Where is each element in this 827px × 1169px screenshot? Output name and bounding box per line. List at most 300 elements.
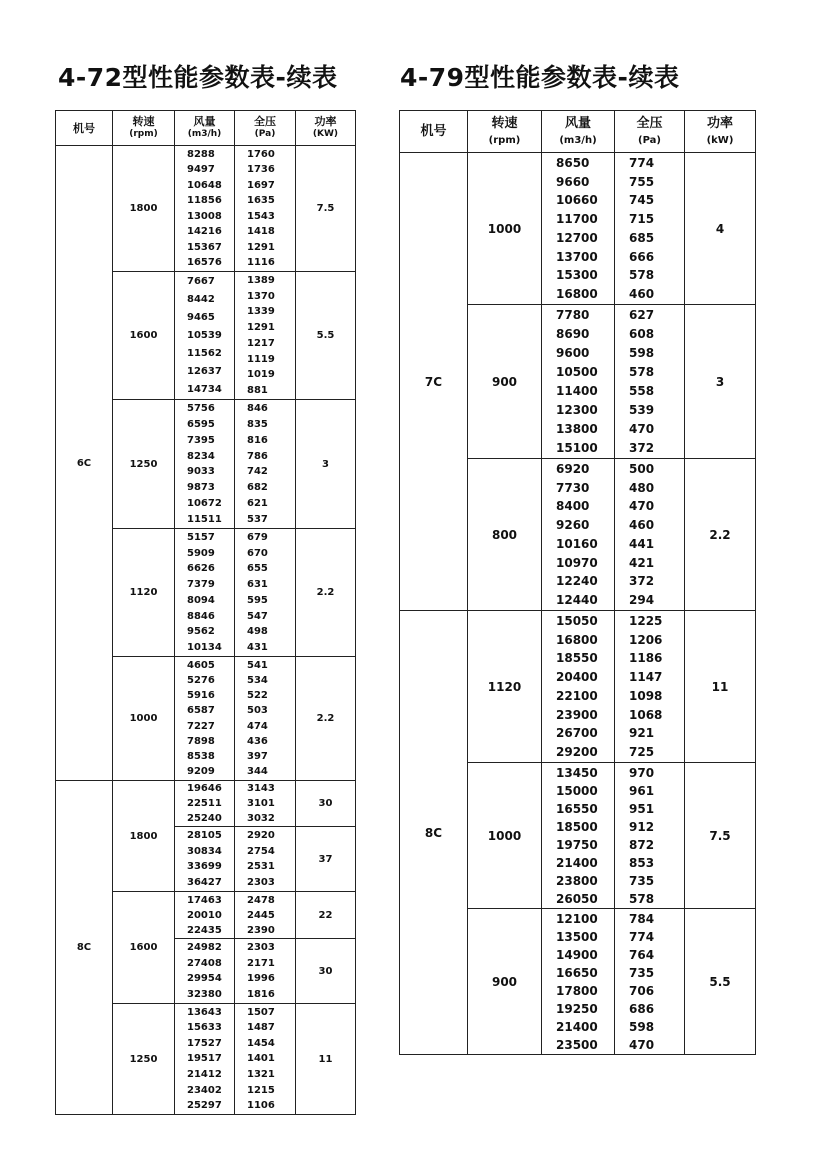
airflow-cell — [175, 657, 235, 781]
pressure-value: 397 — [247, 751, 268, 763]
header-power-unit: (KW) — [312, 129, 339, 139]
table-row — [56, 146, 356, 272]
airflow-value: 15367 — [187, 241, 222, 253]
pressure-value: 1389 — [247, 274, 275, 286]
airflow-value: 18500 — [556, 819, 598, 834]
header-pressure-unit: (Pa) — [638, 134, 661, 146]
airflow-value: 16576 — [187, 257, 222, 269]
power-cell: 3 — [296, 400, 356, 529]
pressure-value: 835 — [247, 418, 268, 430]
header-flow-label: 风量 — [564, 115, 591, 131]
pressure-value: 881 — [247, 385, 268, 397]
airflow-cell — [175, 781, 235, 827]
pressure-value: 578 — [629, 268, 655, 283]
pressure-value: 621 — [247, 498, 268, 510]
pressure-value: 784 — [629, 911, 655, 926]
pressure-value: 685 — [629, 230, 655, 245]
airflow-value: 30834 — [187, 845, 222, 857]
power-cell: 30 — [296, 781, 356, 827]
pressure-value: 470 — [629, 422, 655, 436]
pressure-value: 3101 — [247, 797, 275, 809]
speed-cell: 1000 — [468, 153, 542, 305]
pressure-value: 1339 — [247, 306, 275, 318]
header-flow — [175, 111, 235, 146]
pressure-value: 1116 — [247, 257, 275, 269]
table-row — [400, 611, 756, 763]
airflow-value: 16800 — [556, 287, 598, 302]
power-cell: 2.2 — [296, 657, 356, 781]
airflow-value: 16800 — [556, 632, 598, 647]
airflow-value: 12700 — [556, 230, 598, 245]
table-row — [56, 781, 356, 827]
airflow-value: 22511 — [187, 797, 222, 809]
airflow-value: 33699 — [187, 861, 222, 873]
airflow-value: 17800 — [556, 983, 598, 998]
airflow-cell — [542, 763, 615, 909]
header-flow-label: 风量 — [193, 115, 216, 128]
header-model-label: 机号 — [73, 121, 95, 135]
speed-cell: 1000 — [113, 657, 175, 781]
pressure-value: 2303 — [247, 941, 275, 953]
airflow-value: 15100 — [556, 441, 598, 455]
airflow-value: 13800 — [556, 422, 598, 436]
airflow-value: 5916 — [187, 690, 215, 702]
pressure-value: 522 — [247, 690, 268, 702]
pressure-value: 578 — [629, 365, 655, 379]
airflow-cell — [542, 611, 615, 763]
airflow-value: 19750 — [556, 837, 598, 852]
airflow-value: 15300 — [556, 268, 598, 283]
airflow-value: 10648 — [187, 179, 222, 191]
airflow-value: 12100 — [556, 911, 598, 926]
airflow-value: 16650 — [556, 965, 598, 980]
header-pressure-label: 全压 — [254, 115, 276, 128]
pressure-value: 1996 — [247, 973, 275, 985]
pressure-value: 853 — [629, 855, 655, 870]
header-model — [56, 111, 113, 146]
pressure-value: 670 — [247, 547, 268, 559]
airflow-value: 13500 — [556, 929, 598, 944]
airflow-value: 5157 — [187, 531, 215, 543]
pressure-value: 294 — [629, 593, 655, 608]
airflow-cell — [175, 529, 235, 657]
airflow-value: 9033 — [187, 466, 215, 478]
power-cell: 2.2 — [685, 459, 756, 611]
power-cell: 5.5 — [685, 909, 756, 1055]
header-flow-unit: (m3/h) — [559, 134, 597, 146]
airflow-cell — [175, 1004, 235, 1115]
pressure-cell — [235, 827, 296, 892]
pressure-cell — [235, 1004, 296, 1115]
pressure-value: 608 — [629, 327, 655, 341]
airflow-value: 20400 — [556, 670, 598, 685]
pressure-value: 755 — [629, 174, 655, 189]
airflow-value: 36427 — [187, 877, 222, 889]
pressure-cell — [235, 939, 296, 1004]
speed-cell: 1600 — [113, 272, 175, 400]
pressure-value: 1206 — [629, 632, 663, 647]
airflow-value: 21400 — [556, 855, 598, 870]
pressure-value: 764 — [629, 947, 655, 962]
airflow-value: 9660 — [556, 174, 590, 189]
airflow-value: 11562 — [187, 348, 222, 359]
airflow-value: 27408 — [187, 957, 222, 969]
pressure-cell — [235, 146, 296, 272]
airflow-value: 6587 — [187, 705, 215, 717]
pressure-value: 1291 — [247, 322, 275, 334]
speed-cell: 1250 — [113, 400, 175, 529]
pressure-value: 421 — [629, 555, 655, 570]
speed-cell: 1120 — [468, 611, 542, 763]
airflow-value: 7730 — [556, 480, 590, 495]
airflow-value: 8650 — [556, 155, 590, 170]
airflow-value: 14216 — [187, 226, 222, 238]
power-cell: 22 — [296, 892, 356, 939]
pressure-value: 500 — [629, 461, 655, 476]
airflow-value: 9465 — [187, 312, 215, 323]
right-table-title: 4-79型性能参数表-续表 — [400, 63, 680, 92]
header-speed — [468, 111, 542, 153]
pressure-cell — [235, 400, 296, 529]
header-model — [400, 111, 468, 153]
pressure-value: 1147 — [629, 670, 663, 685]
airflow-value: 7227 — [187, 720, 215, 732]
airflow-value: 11856 — [187, 195, 222, 207]
pressure-cell — [615, 611, 685, 763]
airflow-value: 8538 — [187, 751, 215, 763]
airflow-value: 8690 — [556, 327, 590, 341]
power-cell: 11 — [296, 1004, 356, 1115]
airflow-value: 13008 — [187, 210, 222, 222]
airflow-value: 23900 — [556, 707, 598, 722]
pressure-value: 921 — [629, 726, 655, 741]
pressure-value: 460 — [629, 518, 655, 533]
pressure-value: 1215 — [247, 1084, 275, 1096]
airflow-value: 7667 — [187, 276, 215, 287]
airflow-value: 9209 — [187, 766, 215, 778]
pressure-value: 441 — [629, 536, 655, 551]
pressure-value: 872 — [629, 837, 655, 852]
airflow-value: 32380 — [187, 989, 222, 1001]
header-flow-unit: (m3/h) — [187, 129, 222, 139]
speed-cell: 1000 — [468, 763, 542, 909]
airflow-value: 18550 — [556, 651, 598, 666]
header-speed — [113, 111, 175, 146]
airflow-cell — [175, 400, 235, 529]
airflow-value: 23402 — [187, 1084, 222, 1096]
pressure-value: 372 — [629, 441, 655, 455]
pressure-value: 706 — [629, 983, 655, 998]
airflow-value: 5909 — [187, 547, 215, 559]
pressure-value: 725 — [629, 745, 655, 760]
airflow-value: 25297 — [187, 1100, 222, 1112]
speed-cell: 1800 — [113, 146, 175, 272]
header-speed-unit: (rpm) — [129, 129, 158, 139]
power-cell: 7.5 — [685, 763, 756, 909]
header-power — [685, 111, 756, 153]
pressure-value: 1760 — [247, 148, 275, 160]
airflow-value: 22100 — [556, 688, 598, 703]
airflow-value: 9260 — [556, 518, 590, 533]
pressure-value: 344 — [247, 766, 268, 778]
airflow-value: 8400 — [556, 499, 590, 514]
pressure-value: 2754 — [247, 845, 275, 857]
pressure-value: 1217 — [247, 337, 275, 349]
airflow-cell — [175, 939, 235, 1004]
header-power-label: 功率 — [314, 115, 337, 128]
speed-cell: 900 — [468, 305, 542, 459]
pressure-cell — [235, 529, 296, 657]
pressure-value: 547 — [247, 610, 268, 622]
pressure-value: 598 — [629, 1019, 655, 1034]
airflow-value: 11400 — [556, 384, 598, 398]
pressure-value: 1106 — [247, 1100, 275, 1112]
pressure-value: 598 — [629, 346, 655, 360]
model-cell: 8C — [400, 611, 468, 1055]
pressure-value: 655 — [247, 563, 268, 575]
header-pressure — [235, 111, 296, 146]
pressure-value: 3143 — [247, 783, 275, 795]
airflow-value: 8288 — [187, 148, 215, 160]
airflow-value: 23800 — [556, 873, 598, 888]
header-power — [296, 111, 356, 146]
airflow-value: 21400 — [556, 1019, 598, 1034]
airflow-value: 19646 — [187, 783, 222, 795]
pressure-value: 558 — [629, 384, 655, 398]
pressure-value: 1635 — [247, 195, 275, 207]
airflow-value: 12637 — [187, 366, 222, 377]
pressure-value: 774 — [629, 929, 655, 944]
pressure-value: 666 — [629, 249, 655, 264]
pressure-value: 786 — [247, 450, 268, 462]
pressure-cell — [615, 459, 685, 611]
pressure-cell — [615, 305, 685, 459]
airflow-value: 19517 — [187, 1053, 222, 1065]
airflow-value: 9562 — [187, 626, 215, 638]
airflow-value: 7898 — [187, 735, 215, 747]
airflow-value: 10539 — [187, 330, 222, 341]
airflow-value: 12440 — [556, 593, 598, 608]
power-cell: 2.2 — [296, 529, 356, 657]
pressure-value: 2920 — [247, 829, 275, 841]
pressure-value: 970 — [629, 765, 655, 780]
power-cell: 7.5 — [296, 146, 356, 272]
header-flow — [542, 111, 615, 153]
pressure-value: 1736 — [247, 164, 275, 176]
airflow-value: 10672 — [187, 498, 222, 510]
speed-cell: 800 — [468, 459, 542, 611]
pressure-value: 474 — [247, 720, 268, 732]
header-speed-label: 转速 — [491, 115, 518, 131]
pressure-value: 679 — [247, 531, 268, 543]
pressure-value: 470 — [629, 499, 655, 514]
header-power-unit: (kW) — [706, 134, 734, 146]
airflow-value: 26700 — [556, 726, 598, 741]
pressure-value: 480 — [629, 480, 655, 495]
pressure-value: 1068 — [629, 707, 663, 722]
airflow-value: 4605 — [187, 659, 215, 671]
pressure-value: 686 — [629, 1001, 655, 1016]
pressure-value: 534 — [247, 674, 268, 686]
airflow-value: 8234 — [187, 450, 215, 462]
airflow-value: 5756 — [187, 402, 215, 414]
power-cell: 11 — [685, 611, 756, 763]
model-cell: 7C — [400, 153, 468, 611]
airflow-cell — [175, 827, 235, 892]
table-row — [400, 153, 756, 305]
pressure-value: 1098 — [629, 688, 663, 703]
pressure-value: 1321 — [247, 1069, 275, 1081]
airflow-value: 19250 — [556, 1001, 598, 1016]
speed-cell: 1250 — [113, 1004, 175, 1115]
pressure-value: 631 — [247, 579, 268, 591]
pressure-value: 1225 — [629, 613, 663, 628]
pressure-value: 1401 — [247, 1053, 275, 1065]
pressure-cell — [235, 892, 296, 939]
pressure-value: 1186 — [629, 651, 663, 666]
airflow-cell — [542, 909, 615, 1055]
model-cell: 6C — [56, 146, 113, 781]
airflow-value: 10160 — [556, 536, 598, 551]
pressure-value: 537 — [247, 514, 268, 526]
airflow-value: 13643 — [187, 1006, 222, 1018]
airflow-value: 21412 — [187, 1069, 222, 1081]
airflow-value: 9600 — [556, 346, 590, 360]
airflow-value: 6920 — [556, 461, 590, 476]
airflow-value: 23500 — [556, 1037, 598, 1052]
airflow-value: 10500 — [556, 365, 598, 379]
header-pressure-unit: (Pa) — [254, 129, 276, 139]
airflow-value: 13450 — [556, 765, 598, 780]
airflow-value: 20010 — [187, 909, 222, 921]
airflow-value: 12300 — [556, 403, 598, 417]
airflow-cell — [175, 146, 235, 272]
pressure-value: 1454 — [247, 1037, 275, 1049]
airflow-value: 10660 — [556, 193, 598, 208]
airflow-value: 24982 — [187, 941, 222, 953]
pressure-value: 2531 — [247, 861, 275, 873]
pressure-value: 912 — [629, 819, 655, 834]
pressure-value: 539 — [629, 403, 655, 417]
pressure-value: 503 — [247, 705, 268, 717]
pressure-value: 498 — [247, 626, 268, 638]
fan-4-79-performance-table — [399, 110, 756, 1055]
pressure-value: 2445 — [247, 909, 275, 921]
airflow-value: 6626 — [187, 563, 215, 575]
power-cell: 5.5 — [296, 272, 356, 400]
airflow-value: 16550 — [556, 801, 598, 816]
power-cell: 30 — [296, 939, 356, 1004]
pressure-value: 1487 — [247, 1022, 275, 1034]
airflow-value: 25240 — [187, 812, 222, 824]
airflow-value: 12240 — [556, 574, 598, 589]
pressure-value: 961 — [629, 783, 655, 798]
pressure-value: 431 — [247, 642, 268, 654]
pressure-value: 735 — [629, 873, 655, 888]
pressure-value: 1370 — [247, 290, 275, 302]
airflow-value: 14900 — [556, 947, 598, 962]
pressure-value: 1119 — [247, 353, 275, 365]
left-table-title: 4-72型性能参数表-续表 — [58, 63, 338, 92]
header-speed-label: 转速 — [132, 115, 155, 128]
pressure-value: 846 — [247, 402, 268, 414]
pressure-value: 951 — [629, 801, 655, 816]
airflow-value: 6595 — [187, 418, 215, 430]
airflow-value: 7395 — [187, 434, 215, 446]
airflow-value: 11511 — [187, 514, 222, 526]
pressure-value: 1816 — [247, 989, 275, 1001]
pressure-value: 2390 — [247, 924, 275, 936]
pressure-value: 541 — [247, 659, 268, 671]
airflow-value: 14734 — [187, 384, 222, 395]
airflow-value: 11700 — [556, 212, 598, 227]
pressure-cell — [615, 909, 685, 1055]
pressure-value: 816 — [247, 434, 268, 446]
airflow-value: 29200 — [556, 745, 598, 760]
airflow-value: 5276 — [187, 674, 215, 686]
airflow-value: 22435 — [187, 924, 222, 936]
airflow-value: 15633 — [187, 1022, 222, 1034]
airflow-value: 15000 — [556, 783, 598, 798]
airflow-value: 17463 — [187, 894, 222, 906]
pressure-value: 1019 — [247, 369, 275, 381]
pressure-cell — [235, 657, 296, 781]
airflow-value: 8094 — [187, 594, 215, 606]
pressure-value: 3032 — [247, 812, 275, 824]
fan-4-72-performance-table — [55, 110, 356, 1115]
pressure-value: 742 — [247, 466, 268, 478]
pressure-value: 1543 — [247, 210, 275, 222]
pressure-value: 774 — [629, 155, 655, 170]
header-pressure-label: 全压 — [636, 115, 663, 131]
pressure-value: 715 — [629, 212, 655, 227]
airflow-cell — [175, 272, 235, 400]
airflow-value: 28105 — [187, 829, 222, 841]
airflow-value: 29954 — [187, 973, 222, 985]
power-cell: 37 — [296, 827, 356, 892]
pressure-cell — [615, 763, 685, 909]
airflow-value: 9497 — [187, 164, 215, 176]
airflow-value: 7379 — [187, 579, 215, 591]
speed-cell: 900 — [468, 909, 542, 1055]
airflow-value: 17527 — [187, 1037, 222, 1049]
pressure-value: 627 — [629, 308, 655, 322]
airflow-value: 8846 — [187, 610, 215, 622]
pressure-value: 1418 — [247, 226, 275, 238]
pressure-value: 1697 — [247, 179, 275, 191]
pressure-value: 470 — [629, 1037, 655, 1052]
airflow-cell — [542, 305, 615, 459]
power-cell: 3 — [685, 305, 756, 459]
airflow-value: 15050 — [556, 613, 598, 628]
airflow-value: 10134 — [187, 642, 222, 654]
power-cell: 4 — [685, 153, 756, 305]
airflow-value: 26050 — [556, 891, 598, 906]
pressure-value: 735 — [629, 965, 655, 980]
pressure-value: 436 — [247, 735, 268, 747]
speed-cell: 1120 — [113, 529, 175, 657]
pressure-value: 1291 — [247, 241, 275, 253]
pressure-cell — [235, 272, 296, 400]
header-power-label: 功率 — [706, 115, 733, 131]
pressure-value: 1507 — [247, 1006, 275, 1018]
airflow-value: 13700 — [556, 249, 598, 264]
pressure-value: 578 — [629, 891, 655, 906]
model-cell: 8C — [56, 781, 113, 1115]
speed-cell: 1800 — [113, 781, 175, 892]
pressure-cell — [615, 153, 685, 305]
airflow-value: 10970 — [556, 555, 598, 570]
